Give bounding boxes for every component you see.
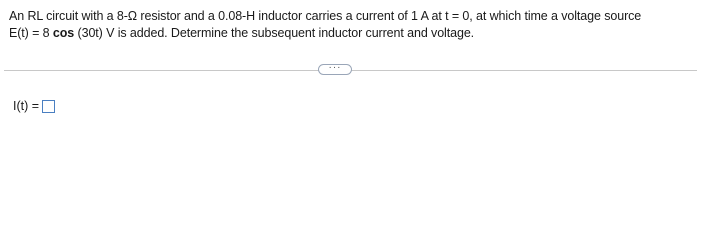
expand-button[interactable] [318,64,352,75]
question-line-1: An RL circuit with a 8-Ω resistor and a 0.08-H inductor carries a current of 1 A at t = 0, at which time a voltage source [9,9,642,23]
question-line-2-suffix: (30t) V is added. Determine the subsequent inductor current and voltage. [74,26,475,40]
question-line-2 [9,25,695,42]
cos-function: cos [52,26,75,40]
more-dots-icon: ··· [328,62,342,73]
answer-label: I(t) = [13,99,40,113]
question-line-2-prefix: E(t) = 8 [9,26,53,40]
answer-input[interactable] [42,100,55,113]
question-text [9,8,695,42]
answer-row [13,99,55,113]
